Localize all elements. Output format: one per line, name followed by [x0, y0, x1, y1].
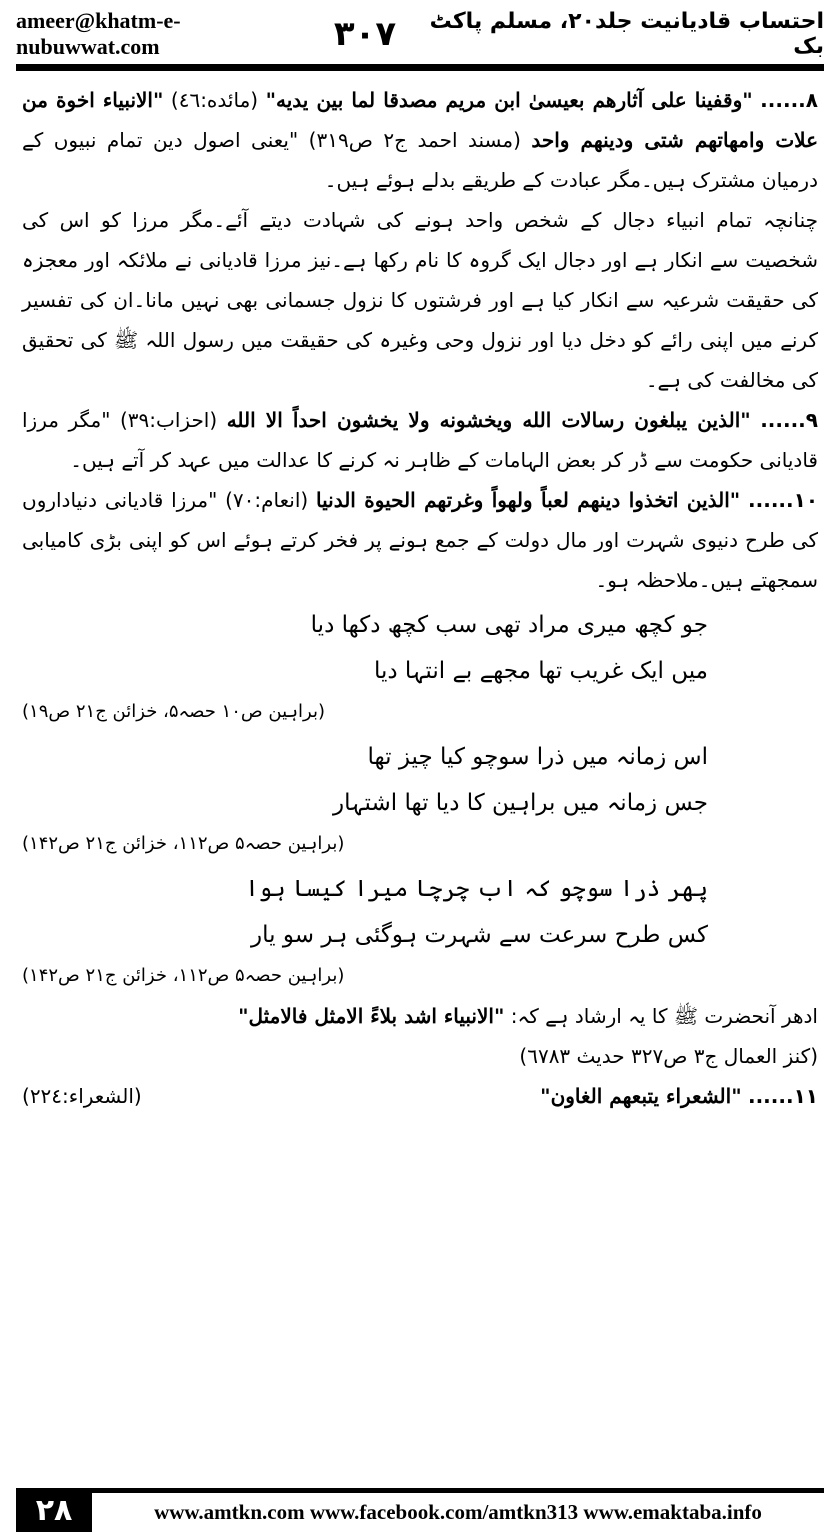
verse-line: جس زمانہ میں براہین کا دیا تھا اشتہار: [332, 790, 708, 816]
arabic-quote: "الانبياء اخوة من علات وامهاتهم شتى ودينهم واحد: [22, 88, 819, 152]
urdu-text: "مرزا قادیانی دنیاداروں کی طرح دنیوی شہرت اور مال دولت کے جمع ہونے پر فخر کرتے ہوئے اس کو اپنی بڑی کامیابی سمجھتے ہیں۔ملاحظہ ہو۔: [22, 488, 818, 592]
arabic-quote: "الشعراء يتبعهم الغاون": [540, 1084, 742, 1108]
urdu-text: ادھر آنحضرت ﷺ کا یہ ارشاد ہے کہ:: [510, 1004, 818, 1028]
item-8: [22, 80, 818, 200]
item-9: [22, 400, 818, 480]
quote-reference: (انعام:٧٠): [225, 488, 309, 512]
footer-links[interactable]: www.amtkn.com www.facebook.com/amtkn313 www.emaktaba.info: [92, 1488, 824, 1533]
hadith-reference: (كنز العمال ج٣ ص٣٢٧ حديث ٦٧٨٣): [519, 1044, 818, 1068]
urdu-text: "مگر مرزا قادیانی حکومت سے ڈر کر بعض الہامات کے ظاہر نہ کرنے کا عدالت میں عہد کر آتے ہیں۔: [22, 408, 818, 472]
verse-reference: (براہین ص۱۰ حصہ۵، خزائن ج۲۱ ص۱۹): [22, 701, 326, 722]
quote-reference: (الشعراء:٢٢٤): [22, 1084, 142, 1108]
page-content: [22, 80, 818, 1116]
arabic-quote: "الذين اتخذوا دينهم لعباً ولهواً وغرتهم الحيوة الدنيا: [316, 488, 741, 512]
verse-line: جو کچھ میری مراد تھی سب کچھ دکھا دیا: [310, 612, 708, 638]
quote-reference: (مسند احمد ج٢ ص٣١٩): [308, 128, 521, 152]
urdu-text: "یعنی اصول دین تمام نبیوں کے درمیان مشترک ہیں۔مگر عبادت کے طریقے بدلے ہوئے ہیں۔: [22, 128, 818, 192]
arabic-quote: "الانبياء اشد بلاءً الامثل فالامثل": [238, 1004, 505, 1028]
item-number: ۱۰......: [748, 488, 819, 512]
verse-line: میں ایک غریب تھا مجھے بے انتہا دیا: [373, 658, 708, 684]
verse-block: [22, 604, 818, 732]
verse-reference: (براہین حصہ۵ ص۱۱۲، خزائن ج۲۱ ص۱۴۲): [22, 965, 345, 986]
verse-reference: (براہین حصہ۵ ص۱۱۲، خزائن ج۲۱ ص۱۴۲): [22, 833, 345, 854]
verse-line: اس زمانہ میں ذرا سوچو کیا چیز تھا: [367, 744, 708, 770]
verse-block: [22, 736, 818, 864]
page-footer: [16, 1488, 824, 1532]
book-title: احتساب قادیانیت جلد۲۰، مسلم پاکٹ بک: [429, 9, 824, 59]
footer-page-number: ۲۸: [16, 1488, 92, 1532]
item-11: [22, 1076, 818, 1116]
verse-block: [22, 868, 818, 996]
page-header: [16, 6, 824, 62]
item-number: ۱۱......: [747, 1084, 818, 1108]
hadith: [22, 996, 818, 1036]
item-number: ۹......: [760, 408, 818, 432]
paragraph: چنانچہ تمام انبیاء دجال کے شخص واحد ہونے کی شہادت دیتے آئے۔مگر مرزا کو اس کی شخصیت سے انکار ہے اور دجال ایک گروہ کا نام رکھا ہے۔نیز مرزا قادیانی نے ملائکہ اور معجزہ کی حقیقت شرعیہ سے انکار کیا ہے اور فرشتوں کا نزول جسمانی بھی نہیں مانا۔ان کی تفسیر کرنے میں اپنی رائے کو دخل دیا اور نزول وحی وغیرہ کی حقیقت میں رسول اللہ ﷺ کی تحقیق کی مخالفت کی ہے۔: [22, 208, 818, 392]
item-10: [22, 480, 818, 600]
verse-line: کس طرح سرعت سے شہرت ہوگئی ہر سو یار: [251, 922, 708, 948]
quote-reference: (احزاب:٣٩): [119, 408, 218, 432]
arabic-quote: "الذين يبلغون رسالات الله ويخشونه ولا يخشون احداً الا الله: [226, 408, 751, 432]
page-number: ۳۰۷: [333, 14, 397, 54]
header-email[interactable]: ameer@khatm-e-nubuwwat.com: [16, 8, 181, 59]
header-rule: [16, 64, 824, 71]
header-left: [16, 8, 396, 60]
verse-line: پھر ذرا سوچو کہ اب چرچا میرا کیسا ہوا: [245, 876, 708, 902]
item-number: ۸......: [760, 88, 818, 112]
arabic-quote: "وقفينا على آثارهم بعيسىٰ ابن مريم مصدقا لما بين يديه": [265, 88, 753, 112]
quote-reference: (مائده:٤٦): [170, 88, 259, 112]
